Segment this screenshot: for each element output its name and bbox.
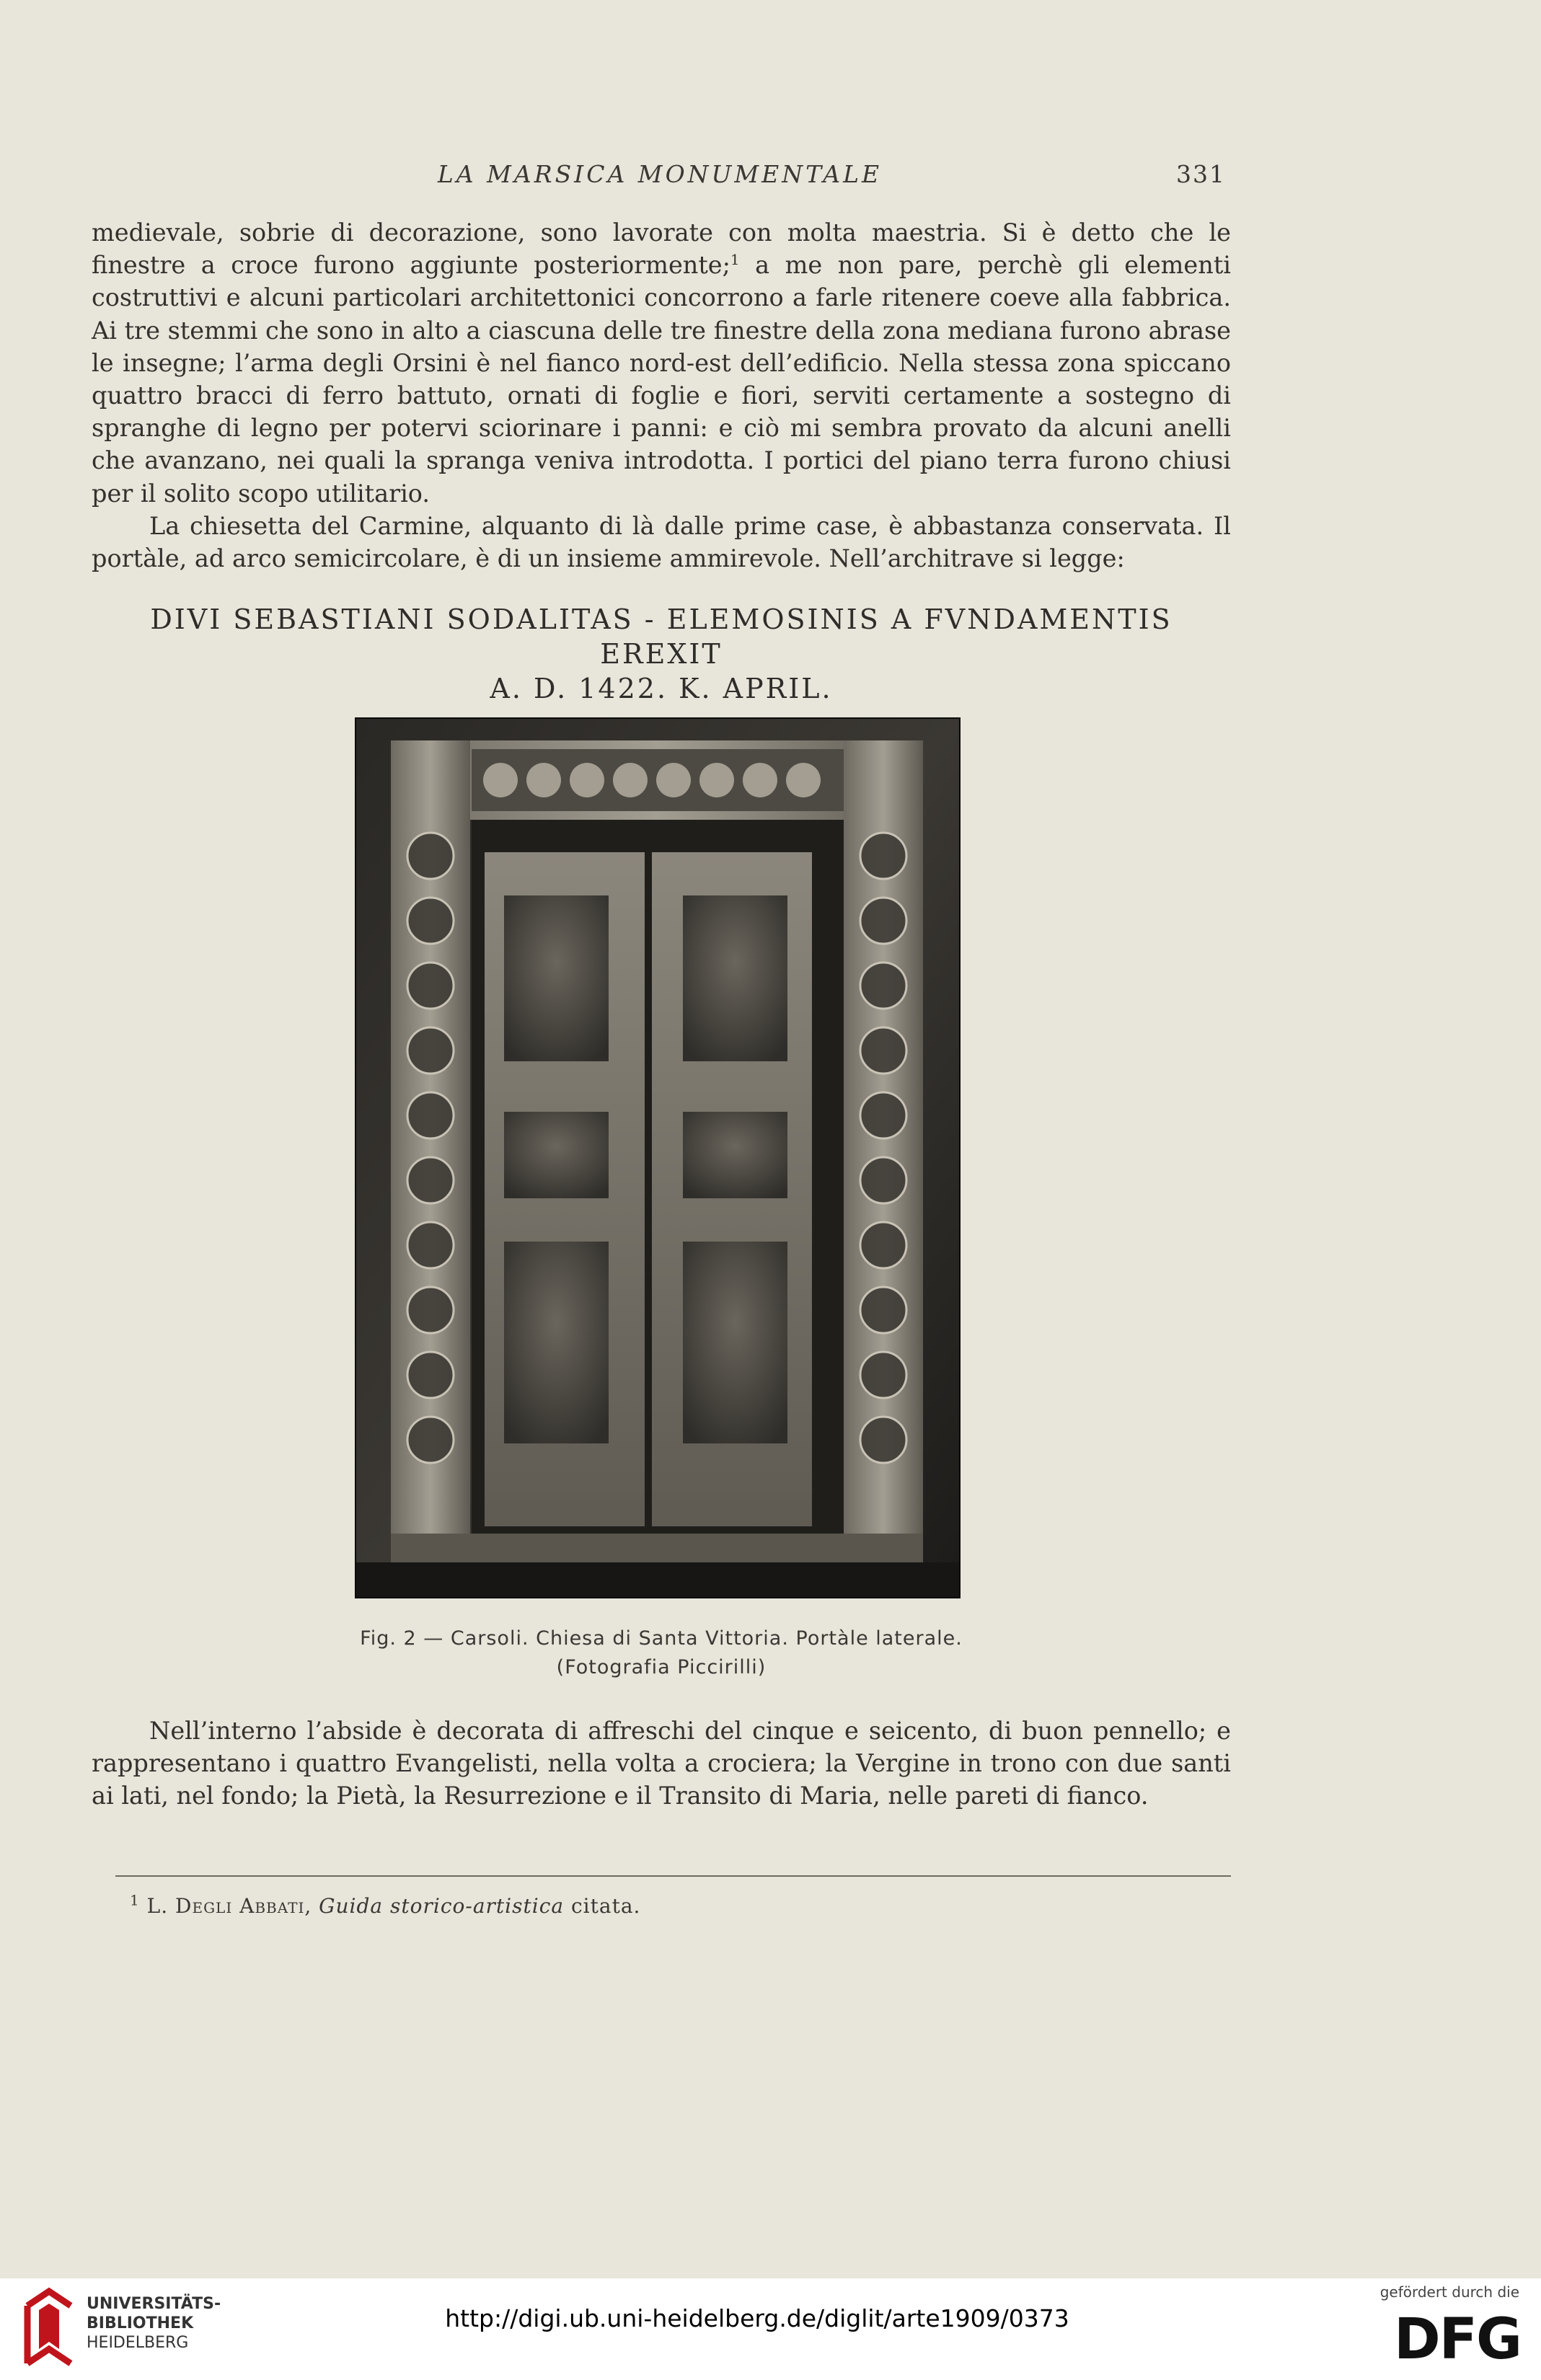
inscription-line-1: DIVI SEBASTIANI SODALITAS - ELEMOSINIS A FVNDAMENTIS EREXIT — [150, 603, 1173, 670]
portal-photograph — [355, 717, 961, 1598]
body-text-upper — [92, 216, 1231, 575]
footnote-reference[interactable]: 1 — [730, 251, 740, 269]
figure-caption — [92, 1624, 1231, 1682]
paragraph-1-text-a: medievale, sobrie di decorazione, sono lavorate con molta maestria. Si è detto che le finestre a croce furono aggiunte posteriormente; — [92, 218, 1231, 280]
funding-label: gefördert durch die — [1379, 2283, 1519, 2301]
paragraph-3: Nell’interno l’abside è decorata di affreschi del cinque e seicento, di buon pennello; e rappresentano i quattro Evangelisti, nella volta a crociera; la Vergine in trono con due santi ai lati, nel fondo; la Pietà, la Resurrezione e il Transito di Maria, nelle pareti di fianco. — [92, 1717, 1231, 1810]
caption-line-2: (Fotografia Piccirilli) — [556, 1656, 767, 1678]
body-text-lower — [92, 1715, 1231, 1813]
caption-line-1: Fig. 2 — Carsoli. Chiesa di Santa Vittoria. Portàle laterale. — [360, 1627, 963, 1650]
footnote-title: Guida storico-artistica — [319, 1894, 565, 1918]
university-library-logo-icon[interactable] — [20, 2284, 79, 2371]
running-title: LA MARSICA MONUMENTALE — [437, 160, 883, 188]
footnote-divider — [115, 1875, 1231, 1877]
library-line-1: UNIVERSITÄTS- — [87, 2295, 221, 2313]
portal-photo-illustration — [356, 719, 959, 1597]
footnote-author: L. Degli Abbati, — [146, 1894, 312, 1918]
library-line-2: BIBLIOTHEK — [87, 2314, 194, 2332]
paragraph-2: La chiesetta del Carmine, alquanto di là dalle prime case, è abbastanza conservata. Il portàle, ad arco semicircolare, è di un insieme ammirevole. Nell’architrave si legge: — [92, 511, 1231, 573]
footnote — [130, 1891, 641, 1918]
paragraph-1 — [92, 216, 1231, 510]
footnote-mark: 1 — [130, 1891, 140, 1909]
university-library-name — [87, 2294, 221, 2353]
permalink-url[interactable]: http://digi.ub.uni-heidelberg.de/diglit/arte1909/0373 — [445, 2304, 1069, 2332]
footnote-rest: citata. — [571, 1894, 641, 1918]
dfg-logo[interactable]: DFG — [1393, 2307, 1521, 2372]
running-head — [94, 160, 1226, 196]
library-line-3: HEIDELBERG — [87, 2334, 189, 2352]
paragraph-1-text-b: a me non pare, perchè gli elementi costruttivi e alcuni particolari architettonici concorrono a farle ritenere coeve alla fabbrica. Ai tre stemmi che sono in alto a ciascuna delle tre finestre della zona mediana furono abrase le insegne; l’arma degli Orsini è nel fianco nord-est dell’edificio. Nella stessa zona spiccano quattro bracci di ferro battuto, ornati di foglie e fiori, serviti certamente a sostegno di spranghe di legno per potervi sciorinare i panni: e ciò mi sembra provato da alcuni anelli che avanzano, nei quali la spranga veniva introdotta. I portici del piano terra furono chiusi per il solito scopo utilitario. — [92, 251, 1231, 508]
inscription-line-2: A. D. 1422. K. APRIL. — [490, 673, 833, 704]
inscription — [92, 602, 1231, 706]
page-number: 331 — [1176, 160, 1226, 188]
